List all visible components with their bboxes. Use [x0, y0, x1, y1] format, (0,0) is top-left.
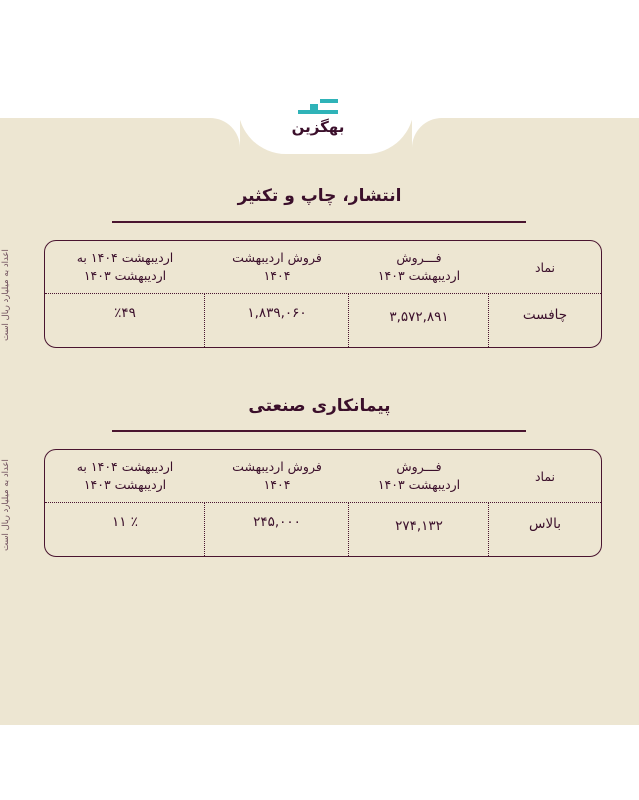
brand-logo-mark-icon: [296, 96, 340, 118]
header-change: [45, 458, 205, 494]
header-line: ۱۴۰۴: [263, 268, 291, 283]
cell-symbol: بالاس: [528, 516, 562, 532]
sales-table-contracting: [44, 449, 602, 557]
cell-sales-1404: ۲۴۵,۰۰۰: [253, 514, 301, 530]
header-line: اردیبهشت ۱۴۰۴ به: [76, 459, 174, 474]
cell-sales-1403: ۲۷۴,۱۳۲: [395, 518, 443, 534]
header-line: اردیبهشت ۱۴۰۳: [377, 477, 461, 492]
header-symbol: نماد: [534, 469, 556, 484]
header-sales-1403: [349, 249, 489, 285]
row-divider: [45, 293, 601, 294]
header-line: فـــروش: [396, 459, 442, 474]
header-line: اردیبهشت ۱۴۰۳: [83, 477, 167, 492]
header-line: اردیبهشت ۱۴۰۳: [83, 268, 167, 283]
section-divider: [112, 430, 526, 432]
header-line: فروش اردیبهشت: [232, 459, 322, 474]
units-note: اعداد به میلیارد ریال است: [0, 249, 11, 341]
cell-sales-1403: ۳,۵۷۲,۸۹۱: [389, 309, 449, 325]
brand-logo: [278, 96, 358, 140]
cell-sales-1404: ۱,۸۳۹,۰۶۰: [247, 305, 307, 321]
header-symbol: نماد: [534, 260, 556, 275]
sales-table-publishing: [44, 240, 602, 348]
section-divider: [112, 221, 526, 223]
cell-change: ٪ ۱۱: [111, 514, 139, 530]
header-sales-1404: [205, 458, 349, 494]
cell-change: ٪۴۹: [114, 305, 136, 321]
section-title-publishing: انتشار، چاپ و تکثیر: [237, 186, 402, 206]
brand-name: بهگزین: [291, 118, 345, 136]
units-note: اعداد به میلیارد ریال است: [0, 459, 11, 551]
header-sales-1403: [349, 458, 489, 494]
cell-symbol: چافست: [522, 307, 568, 323]
header-line: اردیبهشت ۱۴۰۴ به: [76, 250, 174, 265]
content-panel: [0, 118, 639, 725]
header-line: ۱۴۰۴: [263, 477, 291, 492]
section-title-industrial-contracting: پیمانکاری صنعتی: [248, 396, 391, 416]
header-sales-1404: [205, 249, 349, 285]
header-line: اردیبهشت ۱۴۰۳: [377, 268, 461, 283]
header-line: فروش اردیبهشت: [232, 250, 322, 265]
header-change: [45, 249, 205, 285]
row-divider: [45, 502, 601, 503]
header-line: فـــروش: [396, 250, 442, 265]
